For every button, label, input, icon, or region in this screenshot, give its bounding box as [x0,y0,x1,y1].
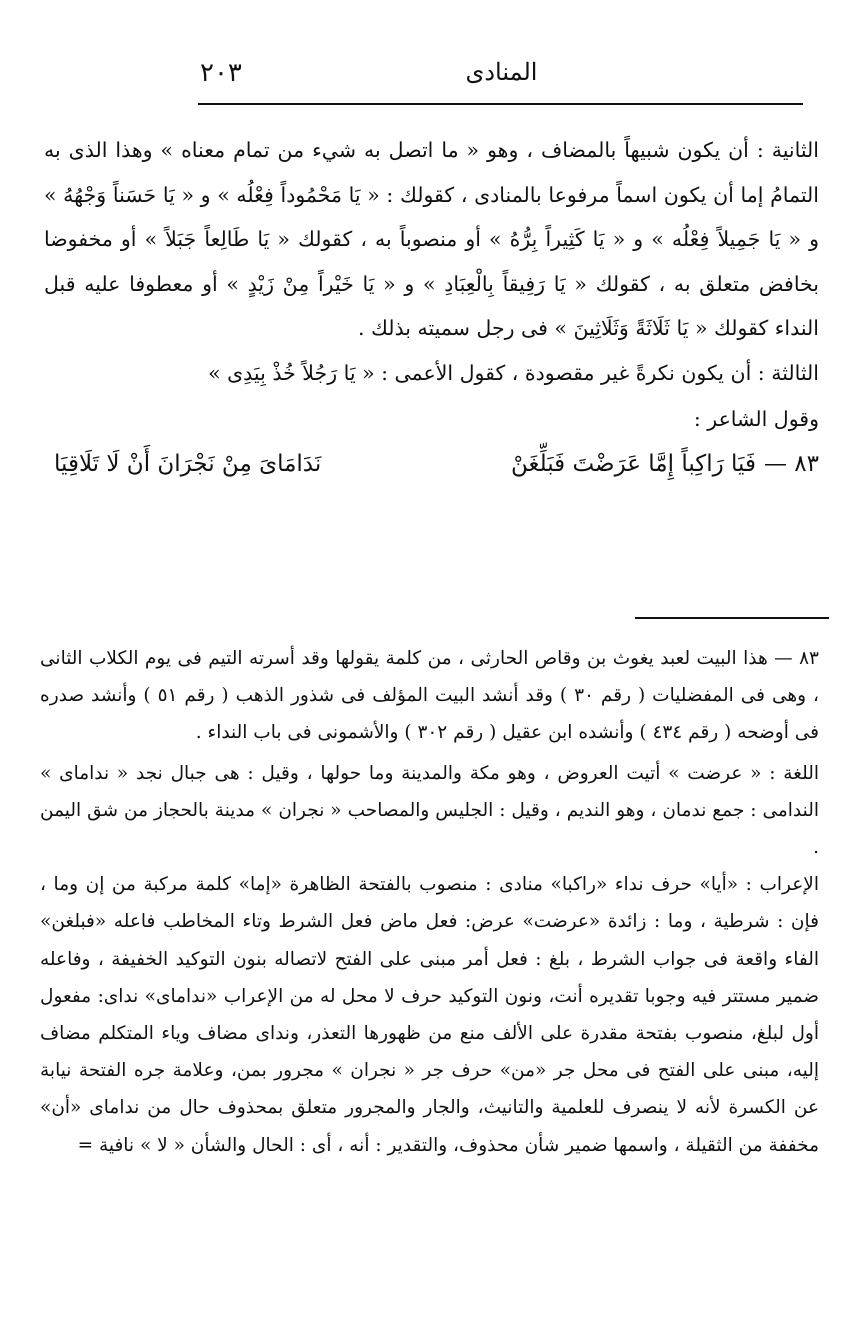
running-title: المنادى [465,58,538,86]
footnote-parsing: الإعراب : «أيا» حرف نداء «راكبا» منادى : منصوب بالفتحة الظاهرة «إما» كلمة مركبة من إن وما ، فإن : شرطية ، وما : زائدة «عرضت» عرض: فعل ماض فعل الشرط وتاء المخاطب فاعله «فبلغن» الفاء واقعة فى جواب الشرط ، بلغ : فعل أمر مبنى على الفتح لاتصاله بنون التوكيد الخفيفة ، وفاعله ضمير مستتر فيه وجوبا تقديره أنت، ونون التوكيد حرف لا محل له من الإعراب «نداماى» نداى: مفعول أول لبلغ، منصوب بفتحة مقدرة على الألف منع من ظهورها التعذر، ونداى مضاف وياء المتكلم مضاف إليه، مبنى على الفتح فى محل جر «من» حرف جر « نجران » مجرور بمن، وعلامة جره الفتحة نيابة عن الكسرة لأنه لا ينصرف للعلمية والتانيث، والجار والمجرور متعلق بمحذوف حال من نداماى «أن» مخففة من الثقيلة ، واسمها ضمير شأن محذوف، والتقدير : أنه ، أى : الحال والشأن « لا » نافية = [40,874,819,1156]
verse-number: ٨٣ — [763,450,819,477]
footnotes [40,640,819,1164]
paragraph-third-type: الثالثة : أن يكون نكرةً غير مقصودة ، كقول الأعمى : « يَا رَجُلاً خُذْ بِيَدِى » [208,360,819,385]
verse-line [44,442,819,486]
header-rule [198,103,803,105]
verse-first-half-wrap [511,442,819,486]
verse-second-half: نَدَامَاىَ مِنْ نَجْرَانَ أَنْ لَا تَلَاقِيَا [54,450,322,477]
verse-intro: وقول الشاعر : [693,407,819,431]
footnote-lexicon: اللغة : « عرضت » أتيت العروض ، وهو مكة والمدينة وما حولها ، وقيل : هى جبال نجد « نداماى » الندامى : جمع ندمان ، وهو النديم ، وقيل : الجليس والمصاحب « نجران » مدينة بالحجاز من شق اليمن . [40,762,819,859]
paragraph-second-type: الثانية : أن يكون شبيهاً بالمضاف ، وهو « ما اتصل به شيء من تمام معناه » وهذا الذى به التمامُ إما أن يكون اسماً مرفوعا بالمنادى ، كقولك : « يَا مَحْمُوداً فِعْلُه » و « يَا حَسَناً وَجْهُهُ » و « يَا جَمِيلاً فِعْلُه » و « يَا كَثِيراً بِرُّهُ » أو منصوباً به ، كقولك « يَا طَالِعاً جَبَلاً » أو مخفوضا بخافض متعلق به ، كقولك « يَا رَفِيقاً بِالْعِبَادِ » و « يَا خَيْراً مِنْ زَيْدٍ » أو معطوفا عليه قبل النداء كقولك « يَا ثَلَاثَةً وَثَلَاثِينَ » فى رجل سميته بذلك . [44,138,819,340]
page-number: ٢٠٣ [200,58,242,88]
main-text [44,128,819,486]
verse-first-half: فَيَا رَاكِباً إِمَّا عَرَضْتَ فَبَلِّغَنْ [510,450,756,477]
footnote-source: ٨٣ — هذا البيت لعبد يغوث بن وقاص الحارثى ، من كلمة يقولها وقد أسرته التيم فى يوم الكلاب الثانى ، وهى فى المفضليات ( رقم ٣٠ ) وقد أنشد البيت المؤلف فى شذور الذهب ( رقم ٥١ ) وأنشد صدره فى أوضحه ( رقم ٤٣٤ ) وأنشده ابن عقيل ( رقم ٣٠٢ ) والأشمونى فى باب النداء . [40,648,819,744]
footnote-rule [635,617,829,619]
page-header [200,58,803,98]
